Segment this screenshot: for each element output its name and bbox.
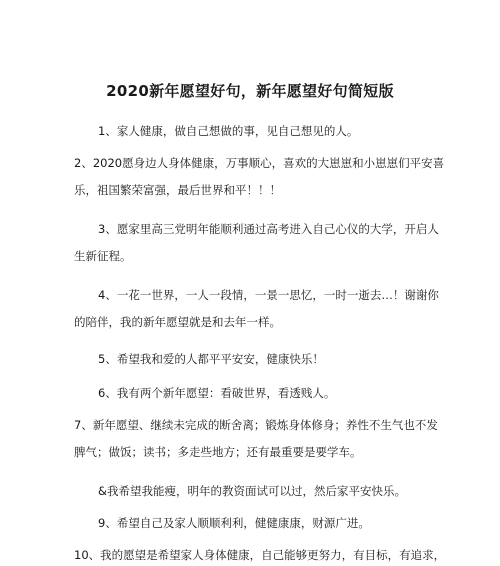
paragraph-3 <box>74 216 458 270</box>
paragraph-line: 乐，祖国繁荣富强，最后世界和平！！！ <box>74 183 281 197</box>
paragraph-line: &我希望我能瘦，明年的教资面试可以过，然后家平安快乐。 <box>98 484 406 498</box>
paragraph-7 <box>74 412 438 466</box>
paragraph-2 <box>74 150 445 204</box>
paragraph-line: 1、家人健康，做自己想做的事，见自己想见的人。 <box>98 124 359 138</box>
paragraph-9 <box>74 510 458 537</box>
paragraph-8 <box>74 478 458 505</box>
paragraph-1 <box>74 118 458 145</box>
paragraph-5 <box>74 346 458 373</box>
paragraph-line: 脾气；做饭；读书；多走些地方；还有最重要是要学车。 <box>74 445 362 459</box>
paragraph-line: 的陪伴，我的新年愿望就是和去年一样。 <box>74 315 281 329</box>
paragraph-line: 9、希望自己及家人顺顺利利，健健康康，财源广进。 <box>98 516 370 530</box>
paragraph-line: 10、我的愿望是希望家人身体健康，自己能够更努力，有目标，有追求， <box>74 548 446 562</box>
paragraph-line: 5、希望我和爱的人都平平安安，健康快乐！ <box>98 352 324 366</box>
paragraph-line: 6、我有两个新年愿望：看破世界，看透贱人。 <box>98 386 336 400</box>
paragraph-line: 2、2020愿身边人身体健康，万事顺心，喜欢的大崽崽和小崽崽们平安喜 <box>74 156 445 170</box>
paragraph-line: 7、新年愿望、继续未完成的断舍离；锻炼身体修身；养性不生气也不发 <box>74 418 438 432</box>
paragraph-10 <box>74 542 446 566</box>
paragraph-6 <box>74 380 458 407</box>
paragraph-line: 生新征程。 <box>74 249 132 263</box>
document-title: 2020新年愿望好句，新年愿望好句简短版 <box>106 82 394 100</box>
paragraph-4 <box>74 282 458 336</box>
paragraph-line: 4、一花一世界，一人一段情，一景一思忆，一时一逝去…！谢谢你 <box>98 288 439 302</box>
paragraph-line: 3、愿家里高三党明年能顺利通过高考进入自己心仪的大学，开启人 <box>98 222 439 236</box>
